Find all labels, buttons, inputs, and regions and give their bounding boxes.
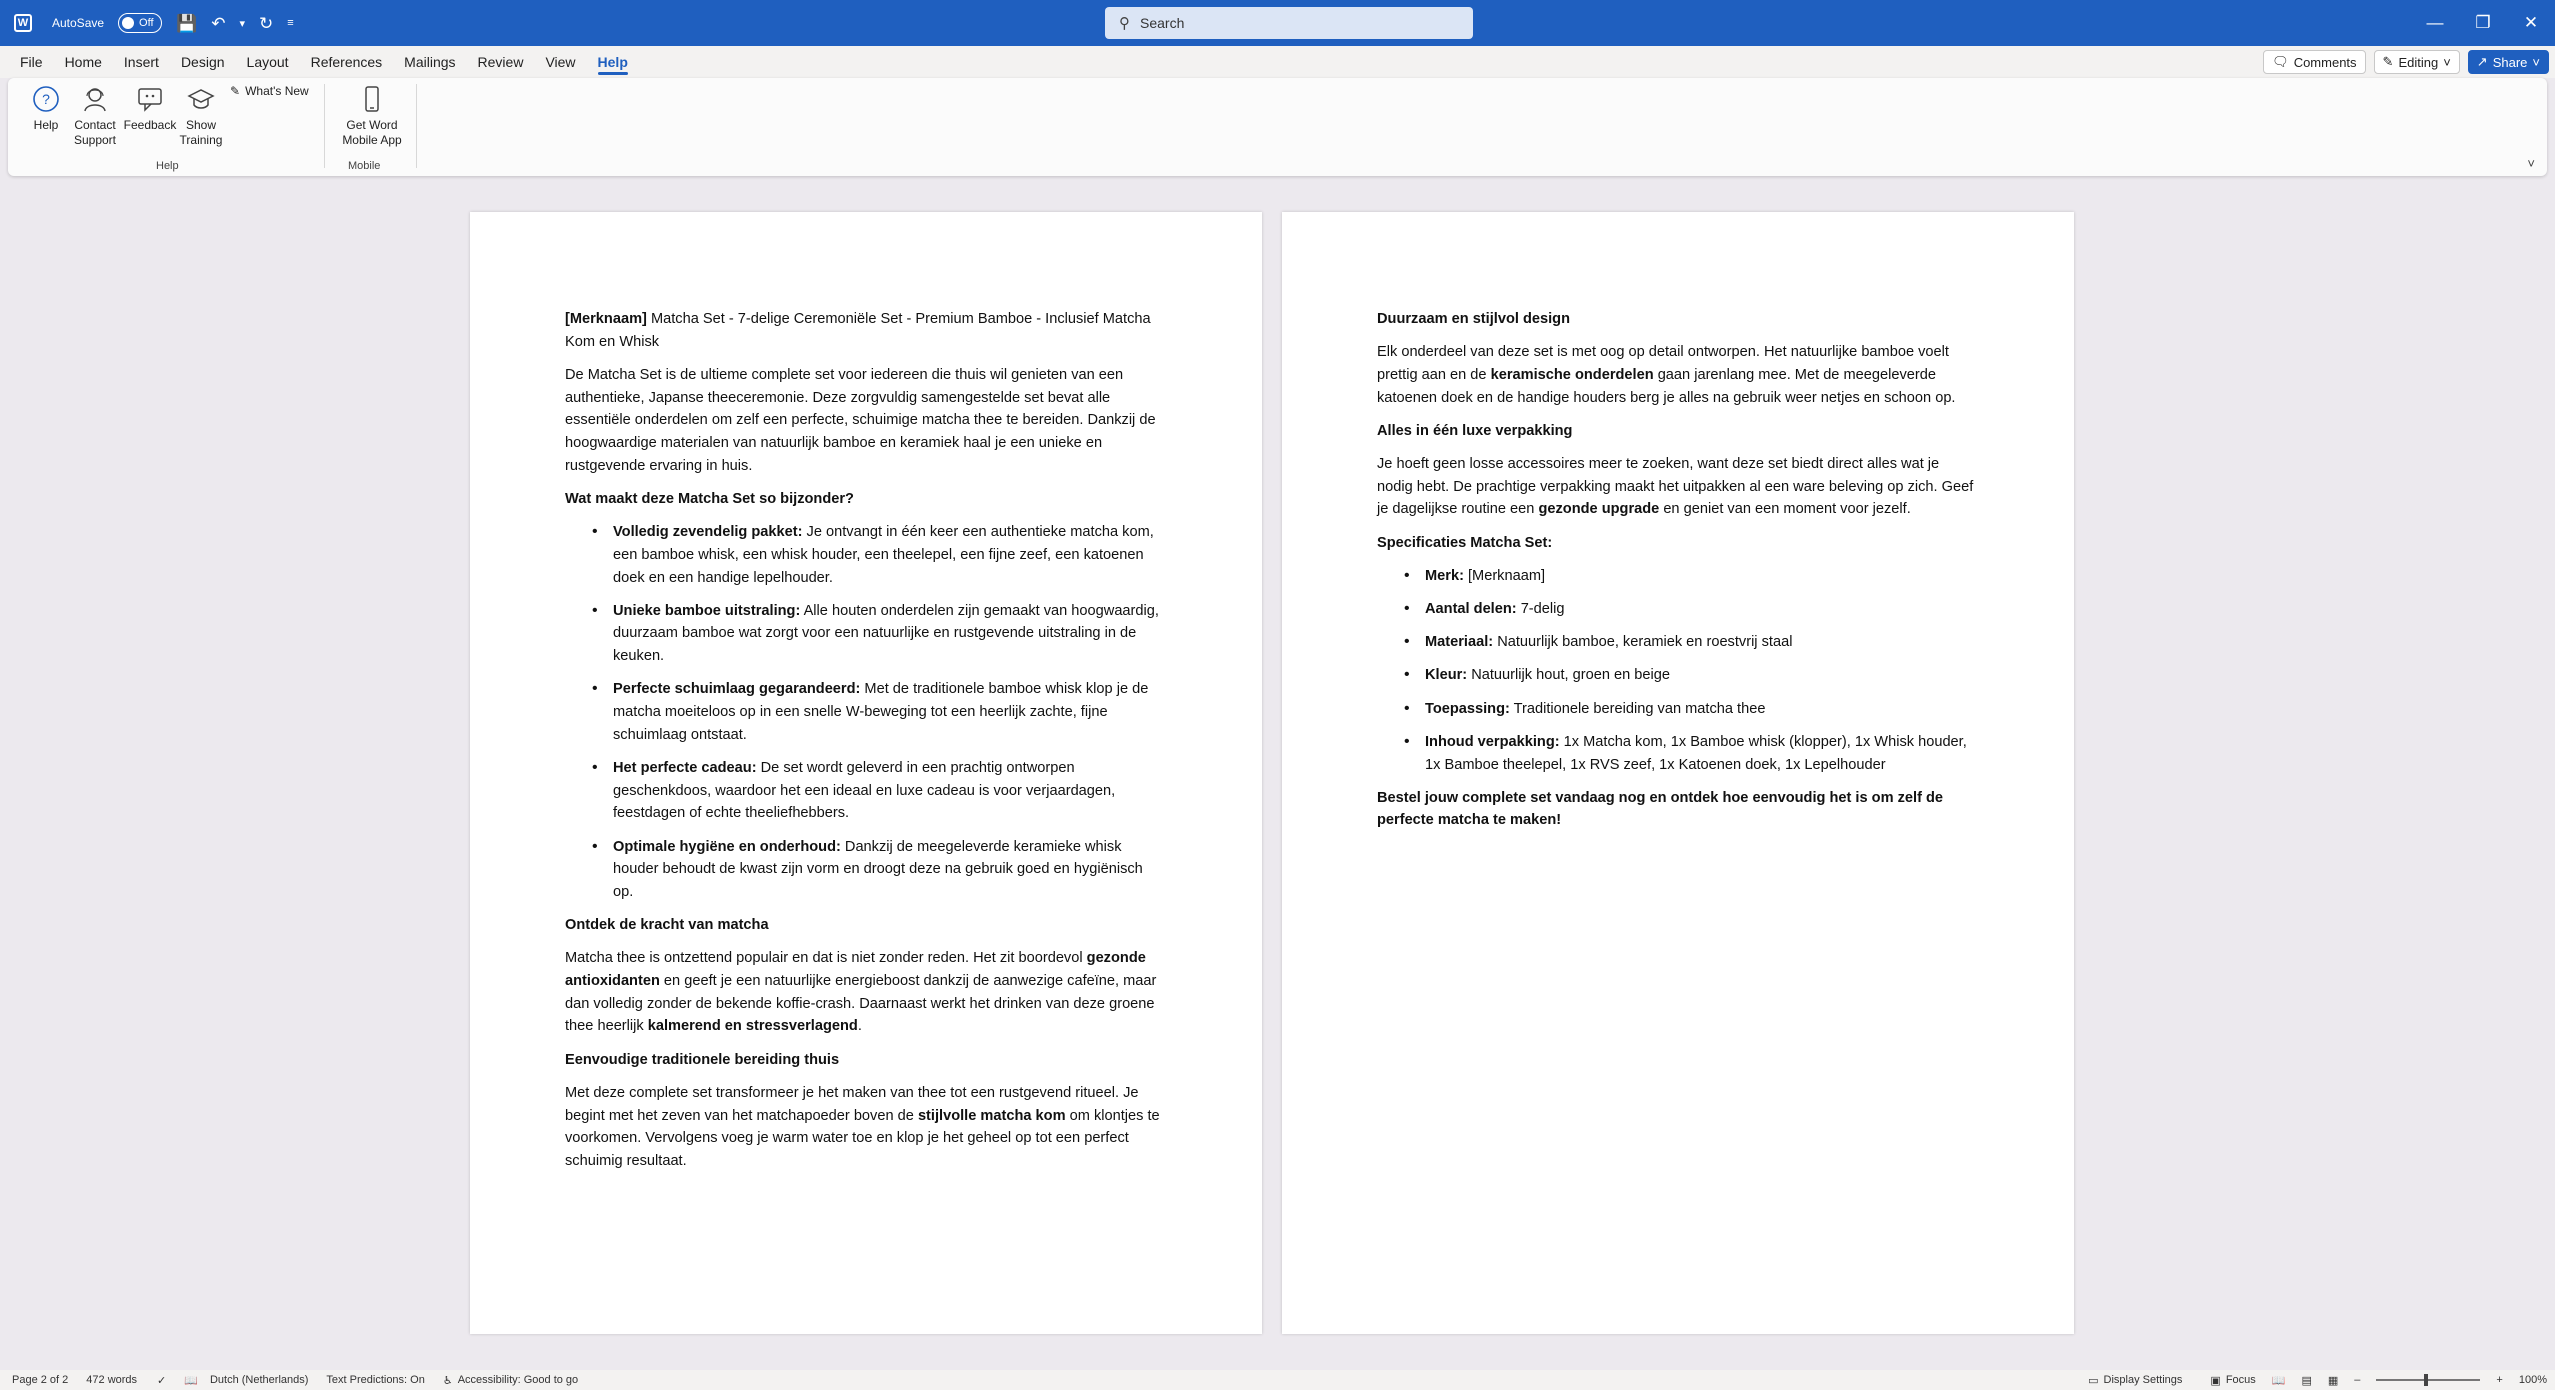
list-item-bold: Perfecte schuimlaag gegarandeerd:: [613, 681, 861, 698]
focus-button[interactable]: [2210, 1374, 2255, 1387]
redo-icon[interactable]: ↻: [259, 13, 274, 33]
closing-paragraph: Bestel jouw complete set vandaag nog en ontdek hoe eenvoudig het is om zelf de perfecte matcha te maken!: [1377, 789, 1944, 829]
language-status[interactable]: Dutch (Netherlands): [209, 1374, 309, 1386]
text-run: Elk onderdeel van deze set is met oog op detail ontworpen. Het natuurlijke bamboe voelt prettig aan en de: [1377, 344, 1949, 383]
read-mode-icon[interactable]: 📖: [2271, 1374, 2286, 1387]
save-icon[interactable]: 💾: [176, 13, 198, 33]
list-item: [565, 521, 1165, 589]
section-heading: Ontdek de kracht van matcha: [565, 917, 769, 934]
show-training-label: Show Training: [179, 118, 223, 147]
text-run: Matcha thee is ontzettend populair en dat is niet zonder reden. Het zit boordevol: [565, 950, 1087, 967]
list-item-bold: Volledig zevendelig pakket:: [613, 524, 803, 541]
page-content: [565, 308, 1165, 1183]
tab-home[interactable]: Home: [64, 54, 102, 70]
tab-design[interactable]: Design: [180, 54, 225, 70]
body-paragraph: [565, 1082, 1165, 1173]
text-predictions-status[interactable]: Text Predictions: On: [326, 1374, 425, 1386]
list-item-text: Natuurlijk hout, groen en beige: [1467, 667, 1670, 684]
text-run: om klontjes te voorkomen. Vervolgens voeg je warm water toe en klop je het geheel op tot een perfect schuimig resultaat.: [565, 1107, 1160, 1169]
list-item-bold: Inhoud verpakking:: [1425, 733, 1560, 750]
list-item-text: [Merknaam]: [1463, 567, 1546, 584]
tab-review[interactable]: Review: [477, 54, 524, 70]
read-aloud-book-icon[interactable]: 📖: [184, 1374, 198, 1387]
get-mobile-app-label: Get Word Mobile App: [342, 118, 402, 147]
graduation-cap-icon: [186, 84, 216, 114]
group-label-mobile: Mobile: [348, 160, 381, 172]
contact-support-icon: [80, 84, 110, 114]
accessibility-icon: ♿: [442, 1374, 453, 1387]
body-paragraph: [1377, 341, 1977, 409]
print-layout-icon[interactable]: ▤: [2301, 1374, 2312, 1387]
help-label: Help: [33, 118, 59, 132]
contact-support-button[interactable]: [66, 84, 124, 148]
tab-view[interactable]: View: [545, 54, 576, 70]
zoom-in-icon[interactable]: +: [2496, 1374, 2503, 1386]
list-item-text: Alle houten onderdelen zijn gemaakt van hoogwaardig, duurzaam bamboe wat zorgt voor een natuurlijke en rustgevende uitstraling in de keuken.: [613, 602, 1159, 665]
text-run: gaan jarenlang mee. Met de meegeleverde katoenen doek en de handige houders berg je alles na gebruik weer netjes en schoon op.: [1377, 366, 1956, 406]
list-item-text: De set wordt geleverd in een prachtig ontworpen geschenkdoos, waardoor het een ideaal en luxe cadeau is voor verjaardagen, feestdagen of echte theeliefhebbers.: [613, 759, 1116, 822]
collapse-ribbon-chevron-icon[interactable]: ˅: [2527, 156, 2535, 171]
zoom-slider-thumb[interactable]: [2424, 1374, 2428, 1386]
zoom-out-icon[interactable]: –: [2354, 1374, 2361, 1386]
brand-placeholder: [Merknaam]: [565, 311, 647, 327]
text-run: en geniet van een moment voor jezelf.: [1659, 501, 1911, 518]
zoom-level[interactable]: 100%: [2518, 1374, 2547, 1386]
list-item: [565, 600, 1165, 668]
search-placeholder: Search: [1140, 15, 1185, 31]
search-box[interactable]: [1105, 7, 1473, 39]
list-item-bold: Unieke bamboe uitstraling:: [613, 602, 801, 619]
display-settings-button[interactable]: [2088, 1374, 2182, 1387]
document-page-2[interactable]: [1282, 212, 2074, 1334]
help-icon: [31, 84, 61, 114]
list-item-text: Je ontvangt in één keer een authentieke matcha kom, een bamboe whisk, een whisk houder, een theelepel, een fijne zeef, een katoenen doek en een handige lepelhouder.: [613, 524, 1154, 586]
feedback-label: Feedback: [123, 118, 177, 132]
group-label-help: Help: [156, 160, 179, 172]
list-item-text: Traditionele bereiding van matcha thee: [1509, 700, 1766, 717]
page-count[interactable]: Page 2 of 2: [12, 1374, 69, 1386]
group-separator: [324, 84, 325, 168]
section-heading: Duurzaam en stijlvol design: [1377, 311, 1571, 327]
phone-icon: [357, 84, 387, 114]
list-item: [565, 836, 1165, 904]
section-heading: Specificaties Matcha Set:: [1377, 534, 1553, 551]
tab-references[interactable]: References: [310, 54, 383, 70]
list-item: [1377, 664, 1977, 687]
intro-paragraph: De Matcha Set is de ultieme complete set voor iedereen die thuis wil genieten van een authentieke, Japanse theeceremonie. Deze zorgvuldig samengestelde set bevat alle essentiële onderdelen om zelf een perfecte, schuimige matcha thee te bereiden. Dankzij de hoogwaardige materialen van natuurlijk bamboe en keramiek haal je een unieke en rustgevende ervaring in huis.: [565, 366, 1156, 474]
list-item-text: 7-delig: [1516, 601, 1565, 618]
web-layout-icon[interactable]: ▦: [2327, 1374, 2339, 1387]
section-heading: Eenvoudige traditionele bereiding thuis: [565, 1051, 840, 1068]
tab-layout[interactable]: Layout: [246, 54, 289, 70]
help-button[interactable]: [20, 84, 72, 133]
text-run: .: [857, 1018, 862, 1035]
contact-support-label: Contact Support: [73, 118, 117, 147]
comment-icon: 🗨: [2272, 54, 2289, 69]
autosave-state: Off: [139, 17, 154, 29]
list-item: [1377, 631, 1977, 654]
pencil-icon: ✎: [2382, 54, 2394, 69]
chevron-down-icon: ˅: [2532, 54, 2540, 70]
autosave-toggle[interactable]: [118, 13, 162, 33]
title-bar: [0, 0, 2555, 46]
customize-toolbar-icon[interactable]: ≡: [287, 17, 294, 29]
feature-list: [565, 521, 1165, 904]
editing-mode-button[interactable]: [2374, 50, 2460, 74]
focus-icon: ▣: [2210, 1374, 2221, 1387]
comments-label: Comments: [2293, 54, 2357, 70]
word-count[interactable]: 472 words: [86, 1374, 138, 1386]
focus-label: Focus: [2225, 1374, 2256, 1386]
get-mobile-app-button[interactable]: [332, 84, 412, 148]
list-item-text: Natuurlijk bamboe, keramiek en roestvrij staal: [1493, 634, 1793, 651]
body-paragraph: [565, 947, 1165, 1038]
tab-insert[interactable]: Insert: [123, 54, 159, 70]
body-paragraph: [1377, 453, 1977, 521]
bold-run: stijlvolle matcha kom: [917, 1107, 1066, 1124]
bold-run: keramische onderdelen: [1490, 366, 1654, 383]
title-text: Matcha Set - 7-delige Ceremoniële Set - Premium Bamboe - Inclusief Matcha Kom en Whisk: [565, 311, 1151, 350]
undo-dropdown-chevron-icon[interactable]: ▾: [239, 17, 245, 30]
editing-label: Editing: [2398, 54, 2439, 70]
list-item-text: 1x Matcha kom, 1x Bamboe whisk (klopper), 1x Whisk houder, 1x Bamboe theelepel, 1x RVS zeef, 1x Katoenen doek, 1x Lepelhouder: [1425, 733, 1967, 773]
ribbon-tabs: [0, 46, 2555, 78]
accessibility-status[interactable]: [443, 1374, 578, 1387]
whats-new-label: What's New: [245, 84, 309, 98]
minimize-icon[interactable]: —: [2426, 13, 2444, 32]
share-label: Share: [2492, 54, 2528, 70]
list-item: [1377, 698, 1977, 721]
group-separator: [416, 84, 417, 168]
search-icon: ⚲: [1119, 15, 1130, 32]
bold-run: gezonde antioxidanten: [565, 950, 1146, 990]
page-content: [1377, 308, 1977, 843]
close-icon[interactable]: ✕: [2523, 13, 2539, 32]
tab-mailings[interactable]: Mailings: [404, 54, 456, 70]
tab-file[interactable]: File: [20, 54, 43, 70]
share-button[interactable]: [2468, 50, 2549, 74]
restore-icon[interactable]: ❐: [2475, 13, 2491, 32]
list-item-text: Dankzij de meegeleverde keramieke whisk houder behoudt de kwast zijn vorm en droogt deze na gebruik goed en hygiënisch op.: [613, 838, 1143, 900]
list-item: [1377, 598, 1977, 621]
whats-new-button[interactable]: [230, 84, 309, 98]
share-icon: ↗: [2476, 54, 2488, 69]
pencil-sparkle-icon: ✎: [230, 84, 241, 98]
display-settings-label: Display Settings: [2103, 1374, 2183, 1386]
list-item-bold: Het perfecte cadeau:: [613, 759, 757, 776]
chevron-down-icon: ˅: [2443, 54, 2451, 70]
proofing-icon[interactable]: ✓: [157, 1374, 167, 1387]
list-item-bold: Materiaal:: [1425, 634, 1494, 651]
product-title: [565, 308, 1165, 353]
word-app-icon: W: [14, 14, 32, 32]
bold-run: gezonde upgrade: [1538, 501, 1660, 518]
list-item-bold: Optimale hygiëne en onderhoud:: [613, 838, 841, 855]
list-item-bold: Aantal delen:: [1425, 601, 1517, 618]
comments-button[interactable]: [2263, 50, 2365, 74]
list-item-bold: Toepassing:: [1425, 700, 1510, 717]
text-run: en geeft je een natuurlijke energieboost dankzij de aanwezige cafeïne, maar dan volledig zonder de bekende koffie-crash. Daarnaast werkt het drinken van deze groene thee heerlijk: [565, 973, 1157, 1035]
bold-run: kalmerend en stressverlagend: [647, 1018, 858, 1035]
text-run: Met deze complete set transformeer je het maken van thee tot een rustgevend ritueel. Je begint met het zeven van het matchapoeder boven de: [565, 1084, 1139, 1124]
undo-icon[interactable]: ↶: [211, 13, 226, 33]
list-item: [1377, 565, 1977, 588]
spec-list: [1377, 565, 1977, 776]
accessibility-label: Accessibility: Good to go: [457, 1374, 579, 1386]
feedback-icon: [135, 84, 165, 114]
window-controls: [2411, 0, 2555, 46]
status-bar: [0, 1370, 2555, 1390]
toggle-knob: [122, 17, 134, 29]
ribbon-panel: [8, 78, 2547, 176]
section-heading: Wat maakt deze Matcha Set so bijzonder?: [565, 490, 854, 507]
zoom-slider[interactable]: [2376, 1379, 2480, 1381]
list-item: [565, 757, 1165, 825]
list-item-bold: Kleur:: [1425, 667, 1468, 684]
list-item: [565, 678, 1165, 746]
list-item-bold: Merk:: [1425, 567, 1464, 584]
list-item: [1377, 731, 1977, 776]
section-heading: Alles in één luxe verpakking: [1377, 422, 1573, 439]
monitor-icon: ▭: [2088, 1374, 2099, 1387]
list-item-text: Met de traditionele bamboe whisk klop je de matcha moeiteloos op in een snelle W-beweging tot een heerlijk zachte, fijne schuimlaag ontstaat.: [613, 681, 1149, 743]
svg-text:?: ?: [42, 91, 50, 107]
show-training-button[interactable]: [172, 84, 230, 148]
tab-help[interactable]: Help: [587, 46, 639, 78]
document-page-1[interactable]: [470, 212, 1262, 1334]
text-run: Je hoeft geen losse accessoires meer te zoeken, want deze set biedt direct alles wat je nodig hebt. De prachtige verpakking maakt het uitpakken al een ware beleving op zich. Geef je dagelijkse routine een: [1377, 456, 1974, 518]
autosave-label: AutoSave: [52, 16, 105, 30]
